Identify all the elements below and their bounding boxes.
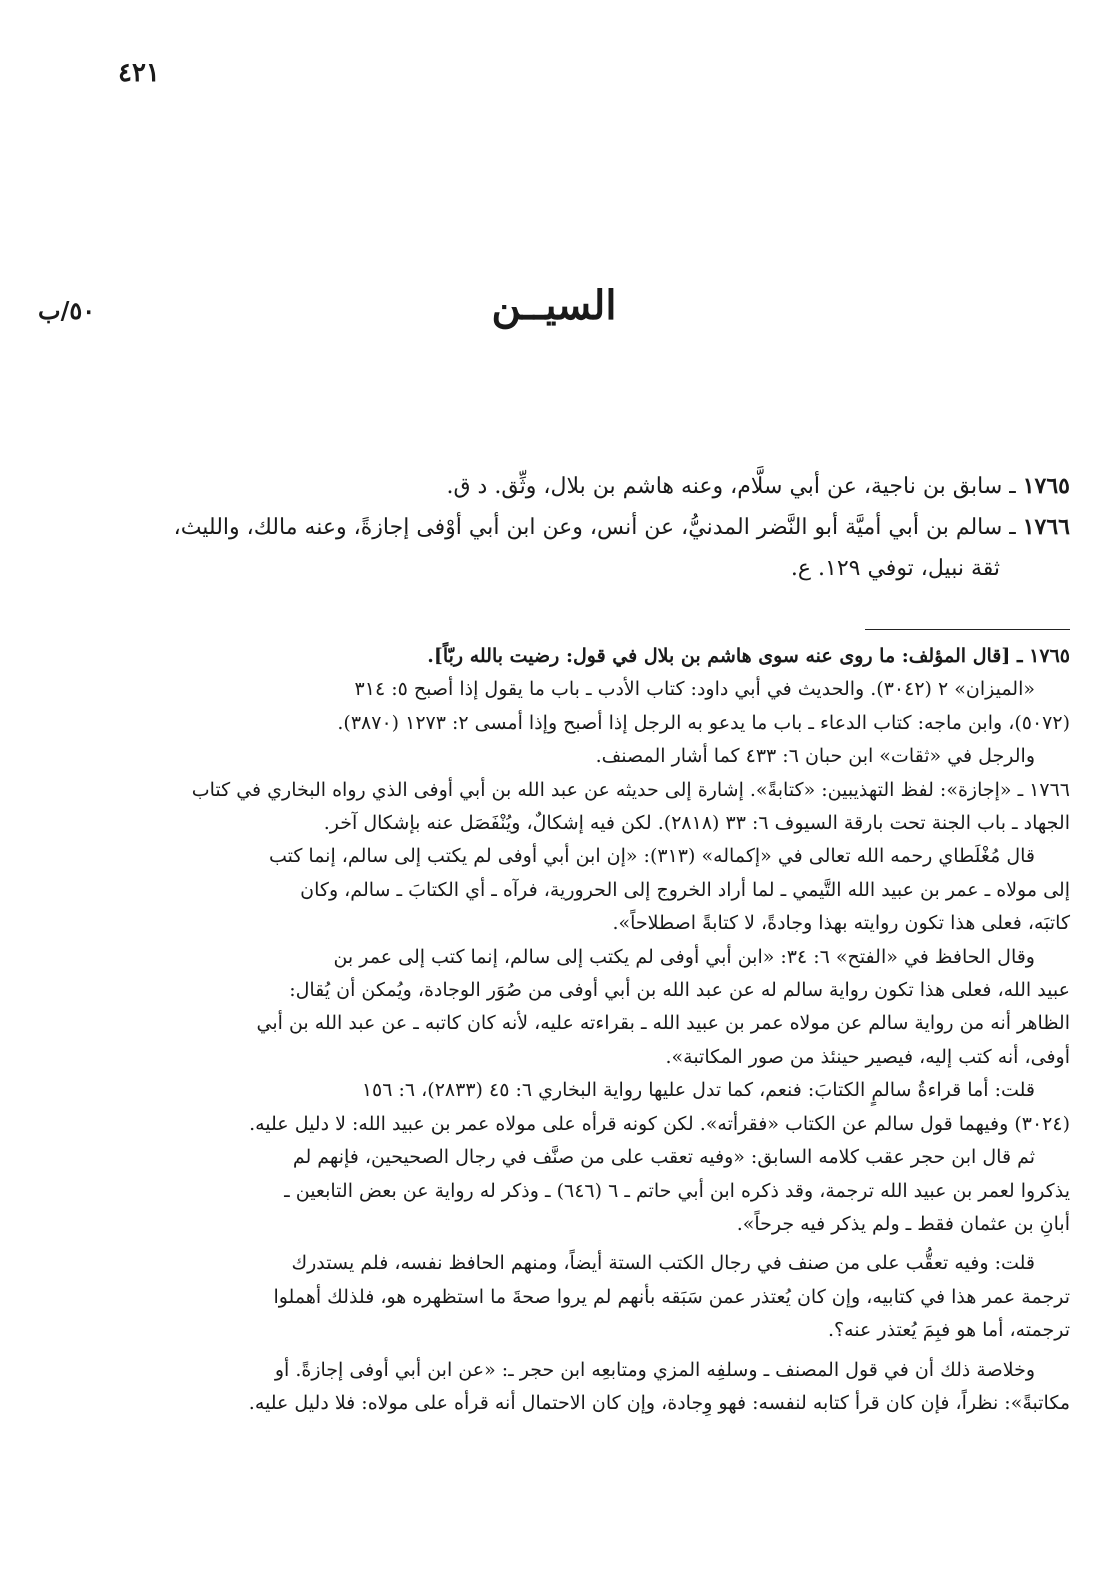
- entry-text: ـ سالم بن أبي أميَّة أبو النَّضر المدنيُّ، عن أنس، وعن ابن أبي أوْفى إجازةً، وعنه مالك، والليث،: [173, 515, 1023, 540]
- note-line: يذكروا لعمر بن عبيد الله ترجمة، وقد ذكره ابن أبي حاتم ـ ٦ (٦٤٦) ـ وذكر له رواية عن بعض التابعين ـ: [284, 1179, 1070, 1202]
- note-line: وقال الحافظ في «الفتح» ٦: ٣٤: «ابن أبي أوفى لم يكتب إلى سالم، إنما كتب إلى عمر بن: [333, 945, 1035, 968]
- note-line: والرجل في «ثقات» ابن حبان ٦: ٤٣٣ كما أشار المصنف.: [595, 745, 1035, 768]
- note-line: قال مُغْلَطاي رحمه الله تعالى في «إكماله» (٣١٣): «إن ابن أبي أوفى لم يكتب إلى سالم، إنما كتب: [268, 845, 1035, 868]
- note-1765-heading: ١٧٦٥ ـ [قال المؤلف: ما روى عنه سوى هاشم بن بلال في قول: رضيت بالله ربّاً].: [427, 645, 1070, 667]
- section-title: السيــن: [491, 282, 617, 329]
- note-line: كاتبَه، فعلى هذا تكون روايته بهذا وجادةً، لا كتابةً اصطلاحاً».: [612, 912, 1070, 935]
- entry-number: ١٧٦٥: [1022, 473, 1070, 499]
- footnote-divider: [865, 629, 1070, 630]
- note-line: ترجمة عمر هذا في كتابيه، وإن كان يُعتذر عمن سَبَقه بأنهم لم يروا صحةَ ما استظهره هو، فلذلك أهملوا: [273, 1285, 1070, 1308]
- note-line: ثم قال ابن حجر عقب كلامه السابق: «وفيه تعقب على من صنَّف في رجال الصحيحين، فإنهم لم: [292, 1146, 1035, 1169]
- note-line: إلى مولاه ـ عمر بن عبيد الله التَّيمي ـ لما أراد الخروج إلى الحرورية، فرآه ـ أي الكتابَ ـ سالم، وكان: [300, 878, 1070, 901]
- note-line: أوفى، أنه كتب إليه، فيصير حينئذ من صور المكاتبة».: [665, 1045, 1070, 1068]
- note-line: «الميزان» ٢ (٣٠٤٢). والحديث في أبي داود: كتاب الأدب ـ باب ما يقول إذا أصبح ٥: ٣١٤: [354, 678, 1035, 701]
- note-line: عبيد الله، فعلى هذا تكون رواية سالم له عن عبد الله بن أبي أوفى من صُوَر الوجادة، ويُمكن أن يُقال:: [289, 979, 1070, 1002]
- entry-text: ـ سابق بن ناجية، عن أبي سلَّام، وعنه هاشم بن بلال، وثِّق. د ق.: [446, 474, 1023, 499]
- note-line: ترجمته، أما هو فبِمَ يُعتذر عنه؟.: [827, 1319, 1070, 1342]
- folio-marker: ٥٠/ب: [38, 296, 96, 325]
- footnotes: [42, 640, 1070, 1420]
- note-1766-heading: ١٧٦٦ ـ «إجازة»: لفظ التهذيبين: «كتابةً». إشارة إلى حديثه عن عبد الله بن أبي أوفى الذي رواه البخاري في كتاب: [191, 778, 1070, 801]
- note-line: مكاتبةً»: نظراً، فإن كان قرأ كتابه لنفسه: فهو وِجادة، وإن كان الاحتمال أنه قرأه على مولاه: فلا دليل عليه.: [248, 1391, 1070, 1414]
- page-number: ٤٢١: [118, 58, 160, 88]
- note-line: وخلاصة ذلك أن في قول المصنف ـ وسلفِه المزي ومتابعِه ابن حجر ـ: «عن ابن أبي أوفى إجازةً. أو: [274, 1358, 1035, 1381]
- note-line: قلت: أما قراءةُ سالمٍ الكتابَ: فنعم، كما تدل عليها رواية البخاري ٦: ٤٥ (٢٨٣٣)، ٦: ١٥٦: [361, 1079, 1035, 1102]
- main-entries: [42, 466, 1070, 589]
- note-line: (٥٠٧٢)، وابن ماجه: كتاب الدعاء ـ باب ما يدعو به الرجل إذا أصبح وإذا أمسى ٢: ١٢٧٣ (٣٨٧٠).: [337, 711, 1070, 734]
- note-line: الجهاد ـ باب الجنة تحت بارقة السيوف ٦: ٣٣ (٢٨١٨). لكن فيه إشكالٌ، ويُنْفَصَل عنه بإشكال آخر.: [323, 812, 1070, 835]
- entry-text-continued: ثقة نبيل، توفي ١٢٩. ع.: [790, 556, 1000, 581]
- entry-number: ١٧٦٦: [1022, 514, 1070, 540]
- note-line: الظاهر أنه من رواية سالم عن مولاه عمر بن عبيد الله ـ بقراءته عليه، لأنه كان كاتبه ـ عن عبد الله بن أبي: [256, 1012, 1070, 1035]
- note-line: أبانِ بن عثمان فقط ـ ولم يذكر فيه جرحاً».: [736, 1212, 1070, 1235]
- note-line: (٣٠٢٤) وفيهما قول سالم عن الكتاب «فقرأته». لكن كونه قرأه على مولاه عمر بن عبيد الله: لا دليل عليه.: [249, 1112, 1070, 1135]
- entry-1765: [42, 466, 1070, 507]
- note-line: قلت: وفيه تعقُّب على من صنف في رجال الكتب الستة أيضاً، ومنهم الحافظ نفسه، فلم يستدرك: [291, 1252, 1035, 1275]
- entry-1766: [42, 507, 1070, 589]
